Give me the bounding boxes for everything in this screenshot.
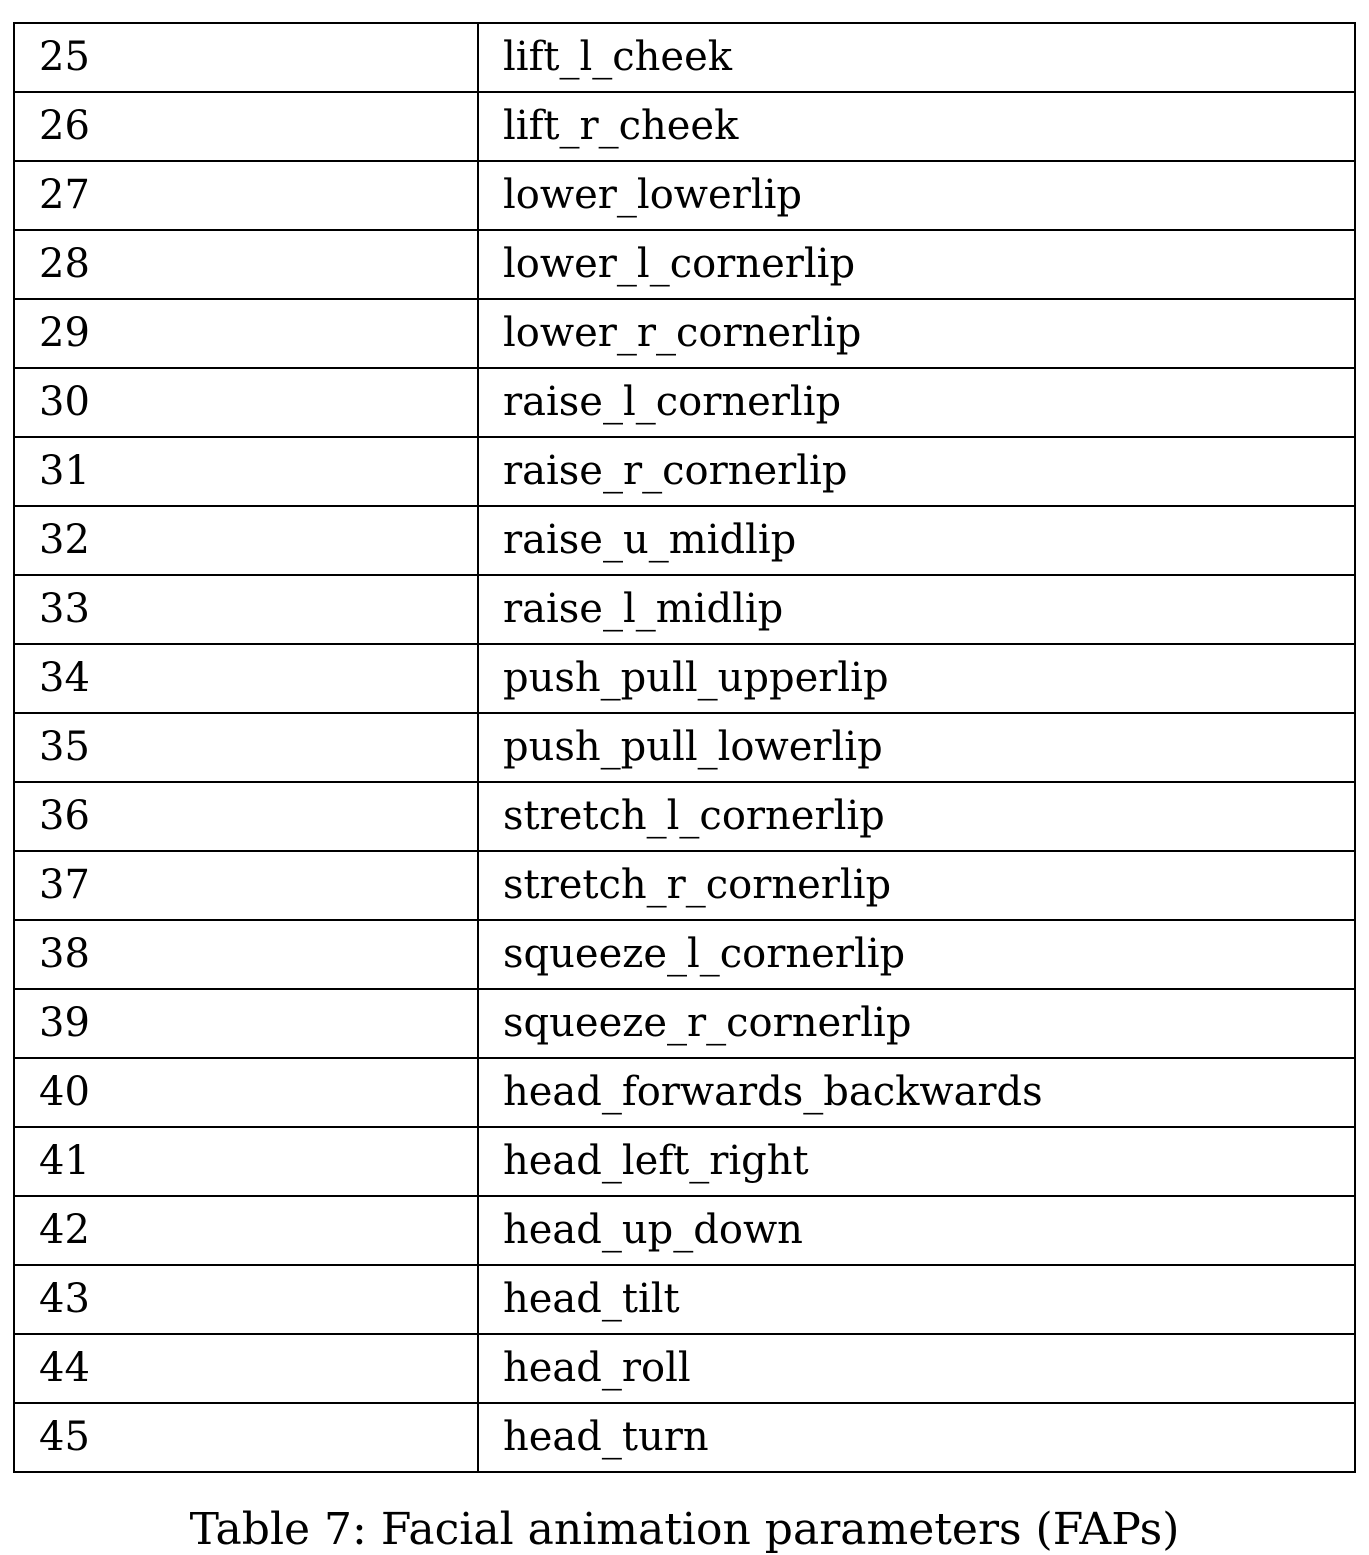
fap-name-cell: stretch_r_cornerlip	[478, 851, 1355, 920]
fap-id-cell: 44	[14, 1334, 478, 1403]
fap-name-cell: raise_r_cornerlip	[478, 437, 1355, 506]
fap-id-cell: 38	[14, 920, 478, 989]
table-row	[14, 851, 1355, 920]
table-row	[14, 782, 1355, 851]
fap-name-cell: head_up_down	[478, 1196, 1355, 1265]
fap-id-cell: 37	[14, 851, 478, 920]
fap-id-cell: 35	[14, 713, 478, 782]
fap-id-cell: 36	[14, 782, 478, 851]
fap-id-cell: 28	[14, 230, 478, 299]
table-row	[14, 575, 1355, 644]
fap-name-cell: head_turn	[478, 1403, 1355, 1472]
fap-name-cell: raise_l_midlip	[478, 575, 1355, 644]
table-row	[14, 161, 1355, 230]
fap-name-cell: lift_l_cheek	[478, 23, 1355, 92]
fap-name-cell: push_pull_upperlip	[478, 644, 1355, 713]
fap-name-cell: head_tilt	[478, 1265, 1355, 1334]
fap-name-cell: squeeze_r_cornerlip	[478, 989, 1355, 1058]
table-row	[14, 92, 1355, 161]
table-row	[14, 506, 1355, 575]
table-row	[14, 368, 1355, 437]
fap-name-cell: head_roll	[478, 1334, 1355, 1403]
fap-name-cell: lower_r_cornerlip	[478, 299, 1355, 368]
table-caption	[0, 1504, 1369, 1555]
fap-table-body	[14, 23, 1355, 1472]
fap-id-cell: 26	[14, 92, 478, 161]
table-row	[14, 644, 1355, 713]
fap-id-cell: 25	[14, 23, 478, 92]
fap-name-cell: lift_r_cheek	[478, 92, 1355, 161]
fap-table-container	[13, 22, 1354, 1473]
fap-table	[13, 22, 1356, 1473]
fap-name-cell: lower_lowerlip	[478, 161, 1355, 230]
fap-id-cell: 29	[14, 299, 478, 368]
fap-id-cell: 45	[14, 1403, 478, 1472]
fap-id-cell: 31	[14, 437, 478, 506]
fap-id-cell: 42	[14, 1196, 478, 1265]
table-row	[14, 230, 1355, 299]
fap-id-cell: 34	[14, 644, 478, 713]
table-row	[14, 1334, 1355, 1403]
fap-id-cell: 39	[14, 989, 478, 1058]
fap-name-cell: head_left_right	[478, 1127, 1355, 1196]
fap-id-cell: 41	[14, 1127, 478, 1196]
fap-id-cell: 40	[14, 1058, 478, 1127]
fap-id-cell: 43	[14, 1265, 478, 1334]
fap-id-cell: 30	[14, 368, 478, 437]
fap-id-cell: 32	[14, 506, 478, 575]
fap-name-cell: raise_u_midlip	[478, 506, 1355, 575]
table-row	[14, 713, 1355, 782]
table-row	[14, 23, 1355, 92]
table-row	[14, 1403, 1355, 1472]
fap-name-cell: lower_l_cornerlip	[478, 230, 1355, 299]
table-row	[14, 437, 1355, 506]
fap-name-cell: raise_l_cornerlip	[478, 368, 1355, 437]
table-row	[14, 920, 1355, 989]
table-row	[14, 1265, 1355, 1334]
table-caption-text: Table 7: Facial animation parameters (FAPs)	[189, 1504, 1180, 1555]
fap-name-cell: stretch_l_cornerlip	[478, 782, 1355, 851]
fap-id-cell: 33	[14, 575, 478, 644]
table-row	[14, 1196, 1355, 1265]
table-row	[14, 989, 1355, 1058]
fap-name-cell: head_forwards_backwards	[478, 1058, 1355, 1127]
fap-name-cell: squeeze_l_cornerlip	[478, 920, 1355, 989]
fap-name-cell: push_pull_lowerlip	[478, 713, 1355, 782]
table-row	[14, 1127, 1355, 1196]
table-row	[14, 1058, 1355, 1127]
table-row	[14, 299, 1355, 368]
fap-id-cell: 27	[14, 161, 478, 230]
